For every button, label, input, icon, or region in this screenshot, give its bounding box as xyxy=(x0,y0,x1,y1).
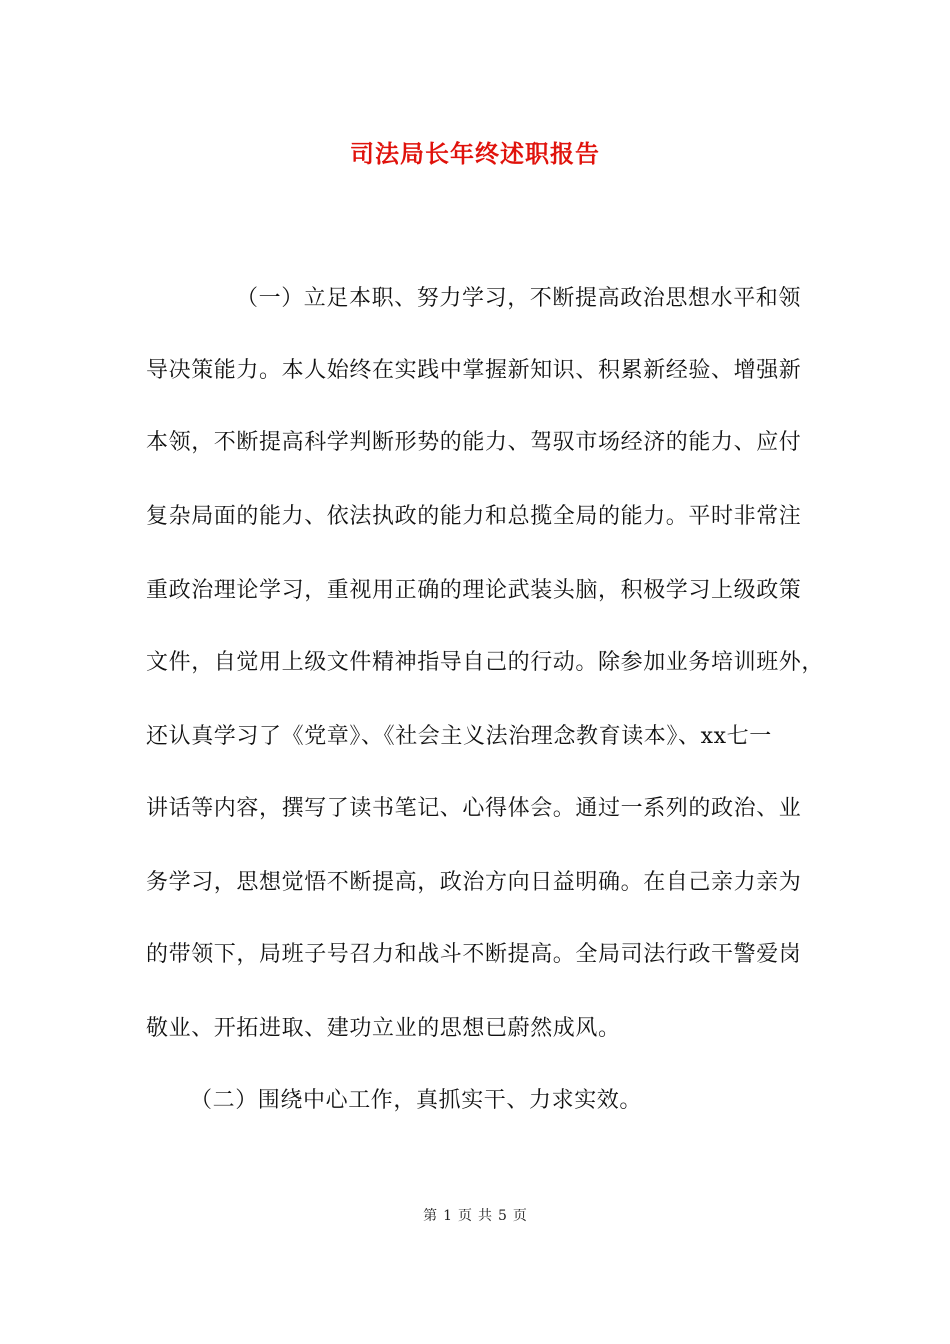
footer-page-unit: 页 xyxy=(458,1208,472,1224)
paragraph-2-line-1: （二）围绕中心工作，真抓实干、力求实效。 xyxy=(190,1088,643,1113)
paragraph-1-line-8: 讲话等内容，撰写了读书笔记、心得体会。通过一系列的政治、业 xyxy=(146,796,802,821)
paragraph-1-line-2: 导决策能力。本人始终在实践中掌握新知识、积累新经验、增强新 xyxy=(146,358,802,383)
footer-total-label: 共 xyxy=(478,1208,492,1224)
document-title: 司法局长年终述职报告 xyxy=(350,139,600,168)
paragraph-1-line-9: 务学习，思想觉悟不断提高，政治方向日益明确。在自己亲力亲为 xyxy=(146,870,802,895)
footer-total-unit: 页 xyxy=(512,1208,527,1224)
footer-page-label: 第 xyxy=(423,1208,438,1224)
paragraph-1-line-5: 重政治理论学习，重视用正确的理论武装头脑，积极学习上级政策 xyxy=(146,578,802,603)
paragraph-1-line-11: 敬业、开拓进取、建功立业的思想已蔚然成风。 xyxy=(146,1016,621,1041)
footer-page-number: 1 xyxy=(443,1208,452,1224)
paragraph-1-line-1: （一）立足本职、努力学习，不断提高政治思想水平和领 xyxy=(236,286,802,311)
paragraph-1-line-7: 还认真学习了《党章》、《社会主义法治理念教育读本》、xx七一 xyxy=(146,724,772,749)
paragraph-1-line-4: 复杂局面的能力、依法执政的能力和总揽全局的能力。平时非常注 xyxy=(146,504,802,529)
paragraph-1-line-3: 本领，不断提高科学判断形势的能力、驾驭市场经济的能力、应付 xyxy=(146,430,802,455)
footer-total-pages: 5 xyxy=(498,1208,507,1224)
paragraph-1-line-10: 的带领下，局班子号召力和战斗不断提高。全局司法行政干警爱岗 xyxy=(146,942,802,967)
paragraph-1-line-6: 文件，自觉用上级文件精神指导自己的行动。除参加业务培训班外， xyxy=(146,650,825,675)
page-footer xyxy=(0,1206,950,1226)
